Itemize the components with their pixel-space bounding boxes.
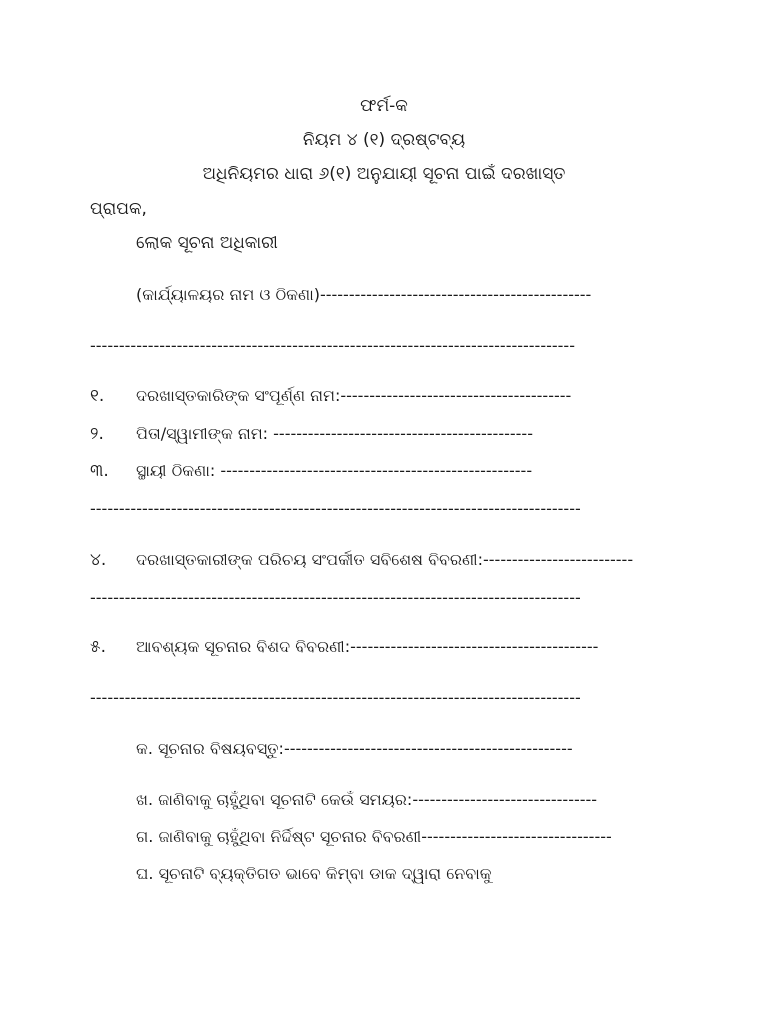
information-blank-line: -------------------------------------------------------------------------------------	[90, 688, 581, 707]
field-number: ୧.	[90, 386, 105, 406]
identity-blank-line: -------------------------------------------------------------------------------------	[90, 588, 581, 607]
form-title: ଫର୍ମ-କ	[360, 96, 408, 116]
rule-reference: ନିୟମ ୪ (୧) ଦ୍ରଷ୍ଟବ୍ୟ	[302, 130, 466, 150]
form-subtitle: ଅଧିନିୟମର ଧାରା ୬(୧) ଅନୁଯାୟୀ ସୂଚନା ପାଇଁ ଦରଖାସ୍ତ	[202, 164, 566, 184]
applicant-full-name-field: ଦରଖାସ୍ତକାରିଙ୍କ ସଂପୂର୍ଣ୍ଣ ନାମ:----------------------------------------	[136, 386, 572, 405]
address-blank-line: -------------------------------------------------------------------------------------	[90, 499, 581, 518]
office-blank-line: ------------------------------------------------------------------------------------	[90, 336, 575, 355]
field-number: ୪.	[90, 550, 107, 570]
office-name-address-line: (କାର୍ଯ୍ୟାଳୟର ନାମ ଓ ଠିକଣା)-----------------------------------------------	[136, 285, 592, 304]
applicant-identity-details-field: ଦରଖାସ୍ତକାରୀଙ୍କ ପରିଚୟ ସଂପର୍କୀତ ସବିଶେଷ ବିବରଣୀ:--------------------------	[136, 550, 634, 569]
information-details-field: ଆବଶ୍ୟକ ସୂଚନାର ବିଶଦ ବିବରଣୀ:-------------------------------------------	[136, 637, 599, 656]
father-husband-name-field: ପିତା/ସ୍ୱାମୀଙ୍କ ନାମ: ---------------------------------------------	[136, 424, 533, 443]
officer-title: ଲୋକ ସୂଚନା ଅଧିକାରୀ	[136, 233, 278, 253]
subfield-subject-matter: କ. ସୂଚନାର ବିଷୟବସ୍ତୁ:--------------------------------------------------	[136, 739, 573, 758]
permanent-address-field: ସ୍ଥାୟୀ ଠିକଣା: ------------------------------------------------------	[136, 461, 533, 480]
field-number: ୩.	[90, 461, 109, 481]
recipient-label: ପ୍ରାପକ,	[90, 199, 147, 219]
field-number: ୨.	[90, 424, 104, 444]
subfield-specific-details: ଗ. ଜାଣିବାକୁ ଚାହୁଁଥିବା ନିର୍ଦ୍ଦିଷ୍ଟ ସୂଚନାର ବିବରଣୀ---------------------------------	[136, 827, 612, 846]
subfield-delivery-mode: ଘ. ସୂଚନାଟି ବ୍ୟକ୍ତିଗତ ଭାବେ କିମ୍ବା ଡାକ ଦ୍ୱାରା ନେବାକୁ	[136, 864, 492, 883]
field-number: ୫.	[90, 637, 107, 657]
subfield-time-period: ଖ. ଜାଣିବାକୁ ଚାହୁଁଥିବା ସୂଚନାଟି କେଉଁ ସମୟର:--------------------------------	[136, 790, 598, 809]
